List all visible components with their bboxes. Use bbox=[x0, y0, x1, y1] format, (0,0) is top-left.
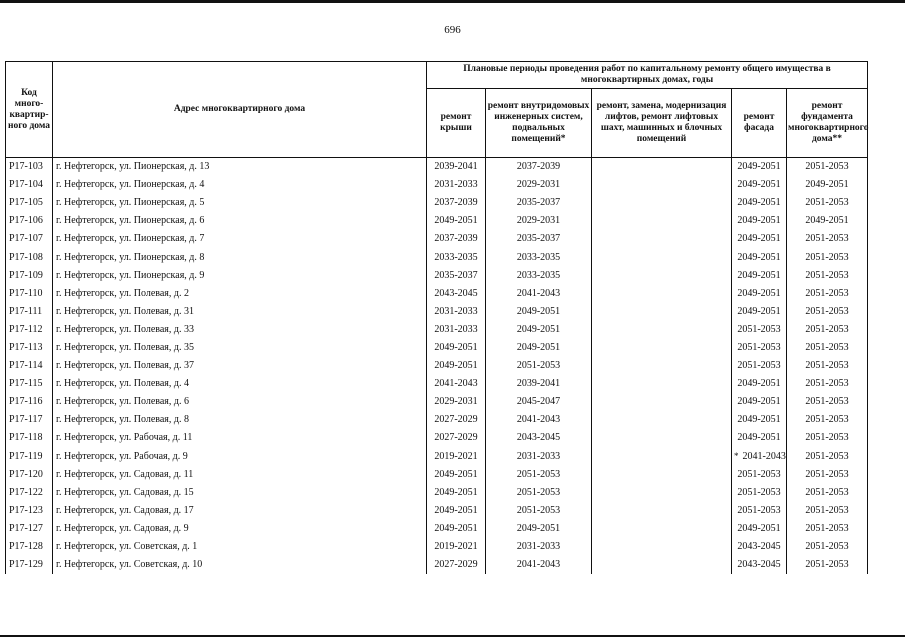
house-code-cell: Р17-117 bbox=[6, 411, 53, 429]
roof-period-cell: 2041-2043 bbox=[427, 375, 486, 393]
foundation-period-cell: 2051-2053 bbox=[787, 375, 868, 393]
facade-period-value: 2041-2043 bbox=[742, 451, 786, 463]
address-cell: г. Нефтегорск, ул. Полевая, д. 33 bbox=[53, 321, 427, 339]
header-periods: Плановые периоды проведения работ по капитальному ремонту общего имущества в многоквартирных домах, годы bbox=[427, 62, 868, 89]
address-cell: г. Нефтегорск, ул. Полевая, д. 4 bbox=[53, 375, 427, 393]
roof-period-cell: 2031-2033 bbox=[427, 176, 486, 194]
foundation-period-cell: 2051-2053 bbox=[787, 230, 868, 248]
roof-period-cell: 2037-2039 bbox=[427, 194, 486, 212]
systems-period-cell: 2031-2033 bbox=[486, 448, 592, 466]
table-row bbox=[6, 484, 868, 502]
roof-period-cell: 2027-2029 bbox=[427, 429, 486, 447]
table-row bbox=[6, 176, 868, 194]
lifts-period-cell bbox=[592, 176, 732, 194]
foundation-period-cell: 2051-2053 bbox=[787, 321, 868, 339]
foundation-period-cell: 2051-2053 bbox=[787, 339, 868, 357]
header-facade: ремонт фасада bbox=[732, 89, 787, 158]
facade-period-cell: 2051-2053 bbox=[732, 466, 787, 484]
address-cell: г. Нефтегорск, ул. Пионерская, д. 7 bbox=[53, 230, 427, 248]
table-row bbox=[6, 448, 868, 466]
lifts-period-cell bbox=[592, 357, 732, 375]
page-number: 696 bbox=[444, 24, 461, 36]
table-row bbox=[6, 393, 868, 411]
roof-period-cell: 2029-2031 bbox=[427, 393, 486, 411]
table-row bbox=[6, 158, 868, 177]
facade-period-cell: 2051-2053 bbox=[732, 321, 787, 339]
header-roof: ремонт крыши bbox=[427, 89, 486, 158]
house-code-cell: Р17-120 bbox=[6, 466, 53, 484]
address-cell: г. Нефтегорск, ул. Полевая, д. 31 bbox=[53, 303, 427, 321]
lifts-period-cell bbox=[592, 556, 732, 574]
foundation-period-cell: 2049-2051 bbox=[787, 212, 868, 230]
roof-period-cell: 2043-2045 bbox=[427, 285, 486, 303]
lifts-period-cell bbox=[592, 538, 732, 556]
systems-period-cell: 2045-2047 bbox=[486, 393, 592, 411]
facade-period-cell: 2051-2053 bbox=[732, 357, 787, 375]
systems-period-cell: 2031-2033 bbox=[486, 538, 592, 556]
address-cell: г. Нефтегорск, ул. Советская, д. 10 bbox=[53, 556, 427, 574]
foundation-period-cell: 2051-2053 bbox=[787, 267, 868, 285]
systems-period-cell: 2051-2053 bbox=[486, 502, 592, 520]
house-code-cell: Р17-113 bbox=[6, 339, 53, 357]
table-row bbox=[6, 321, 868, 339]
address-cell: г. Нефтегорск, ул. Рабочая, д. 9 bbox=[53, 448, 427, 466]
house-code-cell: Р17-127 bbox=[6, 520, 53, 538]
lifts-period-cell bbox=[592, 411, 732, 429]
address-cell: г. Нефтегорск, ул. Рабочая, д. 11 bbox=[53, 429, 427, 447]
foundation-period-cell: 2051-2053 bbox=[787, 303, 868, 321]
table-row bbox=[6, 194, 868, 212]
foundation-period-cell: 2051-2053 bbox=[787, 158, 868, 177]
facade-period-cell: 2051-2053 bbox=[732, 502, 787, 520]
lifts-period-cell bbox=[592, 321, 732, 339]
table-body bbox=[6, 158, 868, 575]
facade-period-cell: 2049-2051 bbox=[732, 212, 787, 230]
address-cell: г. Нефтегорск, ул. Советская, д. 1 bbox=[53, 538, 427, 556]
lifts-period-cell bbox=[592, 466, 732, 484]
address-cell: г. Нефтегорск, ул. Садовая, д. 11 bbox=[53, 466, 427, 484]
systems-period-cell: 2051-2053 bbox=[486, 357, 592, 375]
roof-period-cell: 2049-2051 bbox=[427, 212, 486, 230]
systems-period-cell: 2035-2037 bbox=[486, 230, 592, 248]
table-row bbox=[6, 556, 868, 574]
foundation-period-cell: 2051-2053 bbox=[787, 556, 868, 574]
roof-period-cell: 2031-2033 bbox=[427, 321, 486, 339]
table-row bbox=[6, 357, 868, 375]
house-code-cell: Р17-122 bbox=[6, 484, 53, 502]
facade-period-cell: 2051-2053 bbox=[732, 484, 787, 502]
systems-period-cell: 2033-2035 bbox=[486, 248, 592, 266]
lifts-period-cell bbox=[592, 393, 732, 411]
facade-period-cell: 2049-2051 bbox=[732, 194, 787, 212]
systems-period-cell: 2051-2053 bbox=[486, 484, 592, 502]
address-cell: г. Нефтегорск, ул. Пионерская, д. 8 bbox=[53, 248, 427, 266]
table-row bbox=[6, 411, 868, 429]
facade-period-cell: 2049-2051 bbox=[732, 393, 787, 411]
table-row bbox=[6, 520, 868, 538]
systems-period-cell: 2041-2043 bbox=[486, 556, 592, 574]
foundation-period-cell: 2051-2053 bbox=[787, 502, 868, 520]
house-code-cell: Р17-110 bbox=[6, 285, 53, 303]
house-code-cell: Р17-108 bbox=[6, 248, 53, 266]
foundation-period-cell: 2051-2053 bbox=[787, 484, 868, 502]
foundation-period-cell: 2051-2053 bbox=[787, 248, 868, 266]
facade-period-cell: 2043-2045 bbox=[732, 556, 787, 574]
facade-period-cell: 2049-2051 bbox=[732, 285, 787, 303]
lifts-period-cell bbox=[592, 212, 732, 230]
address-cell: г. Нефтегорск, ул. Полевая, д. 35 bbox=[53, 339, 427, 357]
roof-period-cell: 2049-2051 bbox=[427, 520, 486, 538]
lifts-period-cell bbox=[592, 484, 732, 502]
table-row bbox=[6, 285, 868, 303]
facade-period-cell: 2049-2051 bbox=[732, 411, 787, 429]
lifts-period-cell bbox=[592, 194, 732, 212]
address-cell: г. Нефтегорск, ул. Пионерская, д. 13 bbox=[53, 158, 427, 177]
address-cell: г. Нефтегорск, ул. Пионерская, д. 5 bbox=[53, 194, 427, 212]
roof-period-cell: 2019-2021 bbox=[427, 538, 486, 556]
house-code-cell: Р17-111 bbox=[6, 303, 53, 321]
facade-period-cell: 2051-2053 bbox=[732, 339, 787, 357]
lifts-period-cell bbox=[592, 158, 732, 177]
address-cell: г. Нефтегорск, ул. Пионерская, д. 6 bbox=[53, 212, 427, 230]
facade-period-cell: 2043-2045 bbox=[732, 538, 787, 556]
systems-period-cell: 2037-2039 bbox=[486, 158, 592, 177]
roof-period-cell: 2019-2021 bbox=[427, 448, 486, 466]
facade-period-cell: 2049-2051 bbox=[732, 158, 787, 177]
foundation-period-cell: 2051-2053 bbox=[787, 411, 868, 429]
top-rule bbox=[0, 0, 905, 3]
table-row bbox=[6, 248, 868, 266]
foundation-period-cell: 2051-2053 bbox=[787, 357, 868, 375]
roof-period-cell: 2049-2051 bbox=[427, 466, 486, 484]
systems-period-cell: 2029-2031 bbox=[486, 176, 592, 194]
systems-period-cell: 2039-2041 bbox=[486, 375, 592, 393]
systems-period-cell: 2029-2031 bbox=[486, 212, 592, 230]
table-row bbox=[6, 538, 868, 556]
house-code-cell: Р17-118 bbox=[6, 429, 53, 447]
roof-period-cell: 2031-2033 bbox=[427, 303, 486, 321]
house-code-cell: Р17-119 bbox=[6, 448, 53, 466]
house-code-cell: Р17-116 bbox=[6, 393, 53, 411]
foundation-period-cell: 2051-2053 bbox=[787, 520, 868, 538]
roof-period-cell: 2049-2051 bbox=[427, 339, 486, 357]
foundation-period-cell: 2051-2053 bbox=[787, 538, 868, 556]
foundation-period-cell: 2051-2053 bbox=[787, 448, 868, 466]
facade-period-cell: 2049-2051 bbox=[732, 303, 787, 321]
facade-period-cell: 2049-2051 bbox=[732, 176, 787, 194]
address-cell: г. Нефтегорск, ул. Полевая, д. 37 bbox=[53, 357, 427, 375]
roof-period-cell: 2039-2041 bbox=[427, 158, 486, 177]
foundation-period-cell: 2051-2053 bbox=[787, 393, 868, 411]
table-row bbox=[6, 375, 868, 393]
address-cell: г. Нефтегорск, ул. Полевая, д. 8 bbox=[53, 411, 427, 429]
facade-period-cell: 2049-2051 bbox=[732, 248, 787, 266]
lifts-period-cell bbox=[592, 248, 732, 266]
systems-period-cell: 2049-2051 bbox=[486, 321, 592, 339]
facade-period-cell: 2049-2051 bbox=[732, 375, 787, 393]
systems-period-cell: 2051-2053 bbox=[486, 466, 592, 484]
address-cell: г. Нефтегорск, ул. Полевая, д. 6 bbox=[53, 393, 427, 411]
lifts-period-cell bbox=[592, 520, 732, 538]
facade-period-cell: 2049-2051 bbox=[732, 230, 787, 248]
table-row bbox=[6, 230, 868, 248]
roof-period-cell: 2037-2039 bbox=[427, 230, 486, 248]
footnote-mark: * bbox=[734, 451, 739, 462]
lifts-period-cell bbox=[592, 375, 732, 393]
roof-period-cell: 2049-2051 bbox=[427, 357, 486, 375]
lifts-period-cell bbox=[592, 339, 732, 357]
lifts-period-cell bbox=[592, 230, 732, 248]
systems-period-cell: 2041-2043 bbox=[486, 285, 592, 303]
lifts-period-cell bbox=[592, 303, 732, 321]
house-code-cell: Р17-123 bbox=[6, 502, 53, 520]
lifts-period-cell bbox=[592, 267, 732, 285]
address-cell: г. Нефтегорск, ул. Садовая, д. 9 bbox=[53, 520, 427, 538]
house-code-cell: Р17-129 bbox=[6, 556, 53, 574]
systems-period-cell: 2035-2037 bbox=[486, 194, 592, 212]
house-code-cell: Р17-104 bbox=[6, 176, 53, 194]
roof-period-cell: 2049-2051 bbox=[427, 484, 486, 502]
table-row bbox=[6, 502, 868, 520]
house-code-cell: Р17-106 bbox=[6, 212, 53, 230]
foundation-period-cell: 2051-2053 bbox=[787, 429, 868, 447]
lifts-period-cell bbox=[592, 429, 732, 447]
address-cell: г. Нефтегорск, ул. Пионерская, д. 4 bbox=[53, 176, 427, 194]
foundation-period-cell: 2051-2053 bbox=[787, 466, 868, 484]
roof-period-cell: 2027-2029 bbox=[427, 556, 486, 574]
house-code-cell: Р17-105 bbox=[6, 194, 53, 212]
address-cell: г. Нефтегорск, ул. Пионерская, д. 9 bbox=[53, 267, 427, 285]
house-code-cell: Р17-103 bbox=[6, 158, 53, 177]
systems-period-cell: 2041-2043 bbox=[486, 411, 592, 429]
systems-period-cell: 2043-2045 bbox=[486, 429, 592, 447]
systems-period-cell: 2049-2051 bbox=[486, 339, 592, 357]
roof-period-cell: 2035-2037 bbox=[427, 267, 486, 285]
facade-period-cell: 2049-2051 bbox=[732, 520, 787, 538]
repair-schedule-table bbox=[5, 61, 868, 574]
systems-period-cell: 2033-2035 bbox=[486, 267, 592, 285]
foundation-period-cell: 2051-2053 bbox=[787, 194, 868, 212]
foundation-period-cell: 2051-2053 bbox=[787, 285, 868, 303]
facade-period-cell: 2049-2051 bbox=[732, 429, 787, 447]
bottom-rule bbox=[0, 635, 905, 637]
table-row bbox=[6, 466, 868, 484]
house-code-cell: Р17-109 bbox=[6, 267, 53, 285]
address-cell: г. Нефтегорск, ул. Полевая, д. 2 bbox=[53, 285, 427, 303]
lifts-period-cell bbox=[592, 285, 732, 303]
header-lifts: ремонт, замена, модернизация лифтов, ремонт лифтовых шахт, машинных и блочных помещений bbox=[592, 89, 732, 158]
house-code-cell: Р17-107 bbox=[6, 230, 53, 248]
systems-period-cell: 2049-2051 bbox=[486, 520, 592, 538]
header-systems: ремонт внутридомовых инженерных систем, подвальных помещений* bbox=[486, 89, 592, 158]
house-code-cell: Р17-115 bbox=[6, 375, 53, 393]
table-row bbox=[6, 303, 868, 321]
lifts-period-cell bbox=[592, 448, 732, 466]
address-cell: г. Нефтегорск, ул. Садовая, д. 15 bbox=[53, 484, 427, 502]
header-code: Код много-квартир-ного дома bbox=[6, 62, 53, 158]
roof-period-cell: 2049-2051 bbox=[427, 502, 486, 520]
header-address: Адрес многоквартирного дома bbox=[53, 62, 427, 158]
roof-period-cell: 2027-2029 bbox=[427, 411, 486, 429]
roof-period-cell: 2033-2035 bbox=[427, 248, 486, 266]
table-row bbox=[6, 267, 868, 285]
foundation-period-cell: 2049-2051 bbox=[787, 176, 868, 194]
house-code-cell: Р17-112 bbox=[6, 321, 53, 339]
house-code-cell: Р17-114 bbox=[6, 357, 53, 375]
lifts-period-cell bbox=[592, 502, 732, 520]
address-cell: г. Нефтегорск, ул. Садовая, д. 17 bbox=[53, 502, 427, 520]
systems-period-cell: 2049-2051 bbox=[486, 303, 592, 321]
facade-period-cell: 2049-2051 bbox=[732, 267, 787, 285]
header-foundation: ремонт фундамента многоквартирного дома** bbox=[787, 89, 868, 158]
table-row bbox=[6, 212, 868, 230]
table-row bbox=[6, 429, 868, 447]
facade-period-cell bbox=[732, 448, 787, 466]
table-row bbox=[6, 339, 868, 357]
house-code-cell: Р17-128 bbox=[6, 538, 53, 556]
